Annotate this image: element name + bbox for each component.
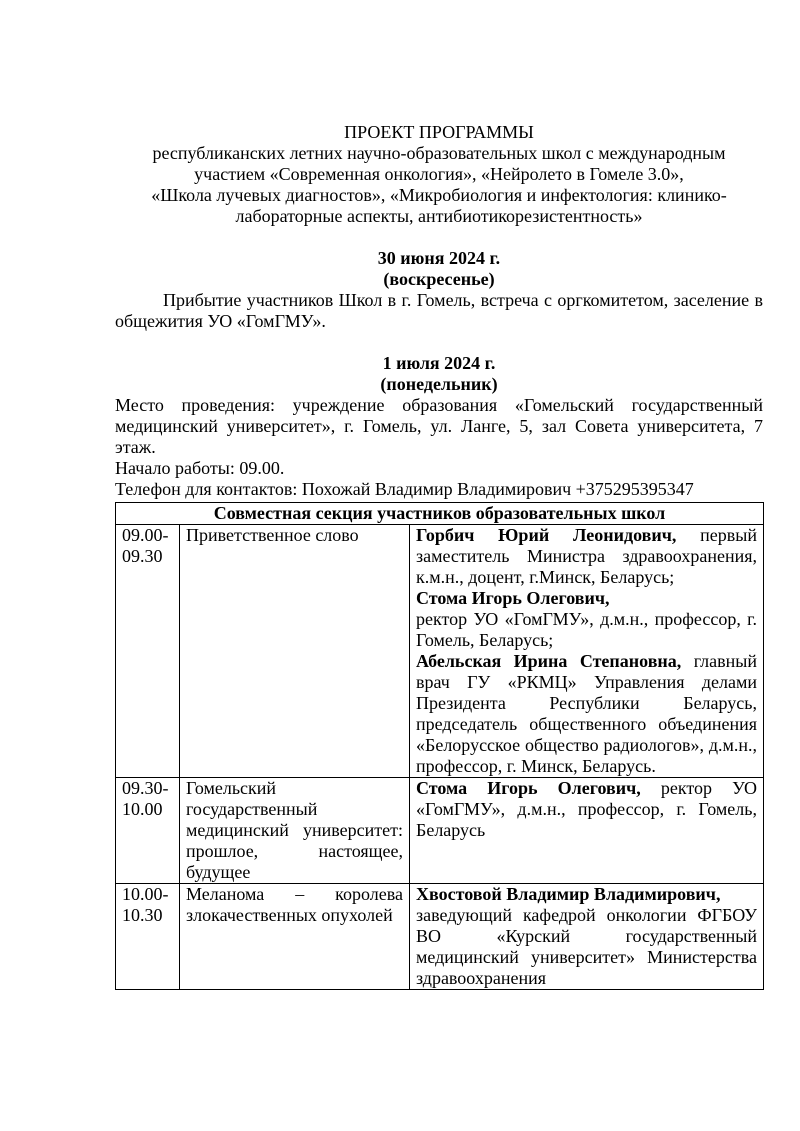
speakers-cell [410,778,764,884]
subtitle-line-3: «Школа лучевых диагностов», «Микробиология и инфектология: клинико- [151,185,727,205]
time-cell: 09.00-09.30 [116,525,180,778]
topic-cell: Приветственное слово [180,525,410,778]
day2-venue: Место проведения: учреждение образования «Гомельский государственный медицинский университет», г. Гомель, ул. Ланге, 5, зал Совета университета, 7 этаж. [115,395,763,457]
day1-text: Прибытие участников Школ в г. Гомель, встреча с оргкомитетом, заселение в общежития УО «ГомГМУ». [115,290,763,331]
speaker-info: заведующий кафедрой онкологии ФГБОУ ВО «Курский государственный медицинский университет» Министерства здравоохранения [416,905,757,988]
topic-cell: Гомельский государственный медицинский университет: прошлое, настоящее, будущее [180,778,410,884]
topic-cell: Меланома – королева злокачественных опухолей [180,884,410,990]
subtitle-line-1: республиканских летних научно-образовательных школ с международным [152,143,726,163]
speaker-entry [416,778,757,841]
table-header-row [116,503,764,525]
day2-weekday: (понедельник) [380,374,498,394]
speaker-info: первый заместитель Министра здравоохранения, к.м.н., доцент, г.Минск, Беларусь; [416,525,757,587]
day2-phone: Телефон для контактов: Похожай Владимир Владимирович +375295395347 [115,479,694,499]
subtitle-line-4: лабораторные аспекты, антибиотикорезистентность» [235,206,643,226]
document-page [115,122,763,990]
speaker-entry [416,651,757,777]
speaker-name: Хвостовой Владимир Владимирович, [416,884,721,904]
speaker-info: главный врач ГУ «РКМЦ» Управления делами Президента Республики Беларусь, председатель общественного объединения «Белорусское общество радиологов», д.м.н., профессор, г. Минск, Беларусь. [416,651,757,776]
table-row [116,525,764,778]
table-row [116,884,764,990]
speaker-info: ректор УО «ГомГМУ», д.м.н., профессор, г. Гомель, Беларусь; [416,609,757,650]
document-title: ПРОЕКТ ПРОГРАММЫ [344,122,534,142]
day2-start: Начало работы: 09.00. [115,458,285,478]
speaker-name: Стома Игорь Олегович, [416,778,641,798]
table-row [116,778,764,884]
speaker-name: Стома Игорь Олегович, [416,588,610,608]
day1-date: 30 июня 2024 г. [377,248,501,268]
speaker-name: Абельская Ирина Степановна, [416,651,682,671]
day1-weekday: (воскресенье) [383,269,495,289]
speaker-entry [416,525,757,588]
speakers-cell [410,525,764,778]
time-cell: 10.00-10.30 [116,884,180,990]
section-title: Совместная секция участников образовательных школ [116,503,764,525]
time-cell: 09.30-10.00 [116,778,180,884]
day2-date: 1 июля 2024 г. [382,353,496,373]
speaker-info: ректор УО «ГомГМУ», д.м.н., профессор, г. Гомель, Беларусь [416,778,757,840]
speaker-name: Горбич Юрий Леонидович, [416,525,677,545]
speakers-cell [410,884,764,990]
program-table [115,502,764,990]
subtitle-line-2: участием «Современная онкология», «Нейролето в Гомеле 3.0», [194,164,684,184]
